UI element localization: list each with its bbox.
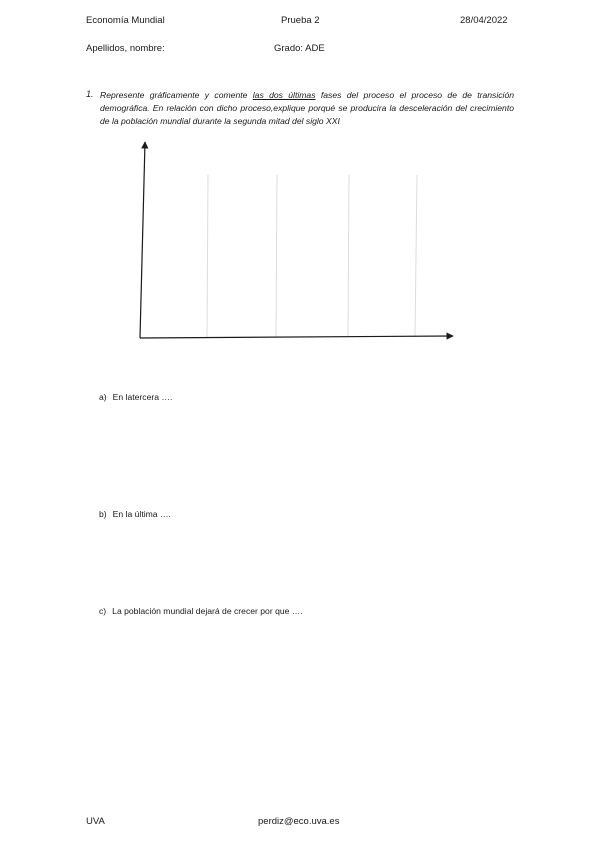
subquestion-a-label: a) [99, 392, 107, 402]
exam-date: 28/04/2022 [460, 15, 508, 26]
course-title: Economía Mundial [86, 15, 165, 26]
y-axis [140, 142, 145, 338]
question-text-underlined: las dos últimas [252, 90, 316, 100]
subquestion-b [99, 509, 171, 519]
degree-label: Grado: ADE [274, 43, 325, 54]
subquestion-a [99, 392, 172, 402]
subquestion-c [99, 606, 303, 616]
gridline [348, 175, 349, 337]
name-label: Apellidos, nombre: [86, 43, 165, 54]
footer-institution: UVA [86, 816, 105, 827]
gridline [415, 175, 417, 337]
subquestion-b-text: En la última …. [112, 509, 171, 519]
x-axis [140, 336, 453, 338]
subquestion-b-label: b) [99, 509, 107, 519]
footer-email: perdiz@eco.uva.es [258, 816, 340, 827]
gridline [276, 175, 277, 337]
question-text-after: fases del proceso el proceso de de transición demográfica. En relación con dicho proceso,explique porqué se producira la desceleración del crecimiento de la población mundial durante la segunda mitad del siglo XXI [100, 90, 515, 126]
question-number: 1. [86, 89, 94, 99]
gridline [207, 175, 208, 337]
subquestion-c-label: c) [99, 606, 107, 616]
subquestion-a-text: En latercera …. [112, 392, 173, 402]
question-text-before: Represente gráficamente y comente [100, 90, 253, 100]
test-title: Prueba 2 [281, 15, 320, 26]
subquestion-c-text: La población mundial dejará de crecer por que …. [112, 606, 303, 616]
